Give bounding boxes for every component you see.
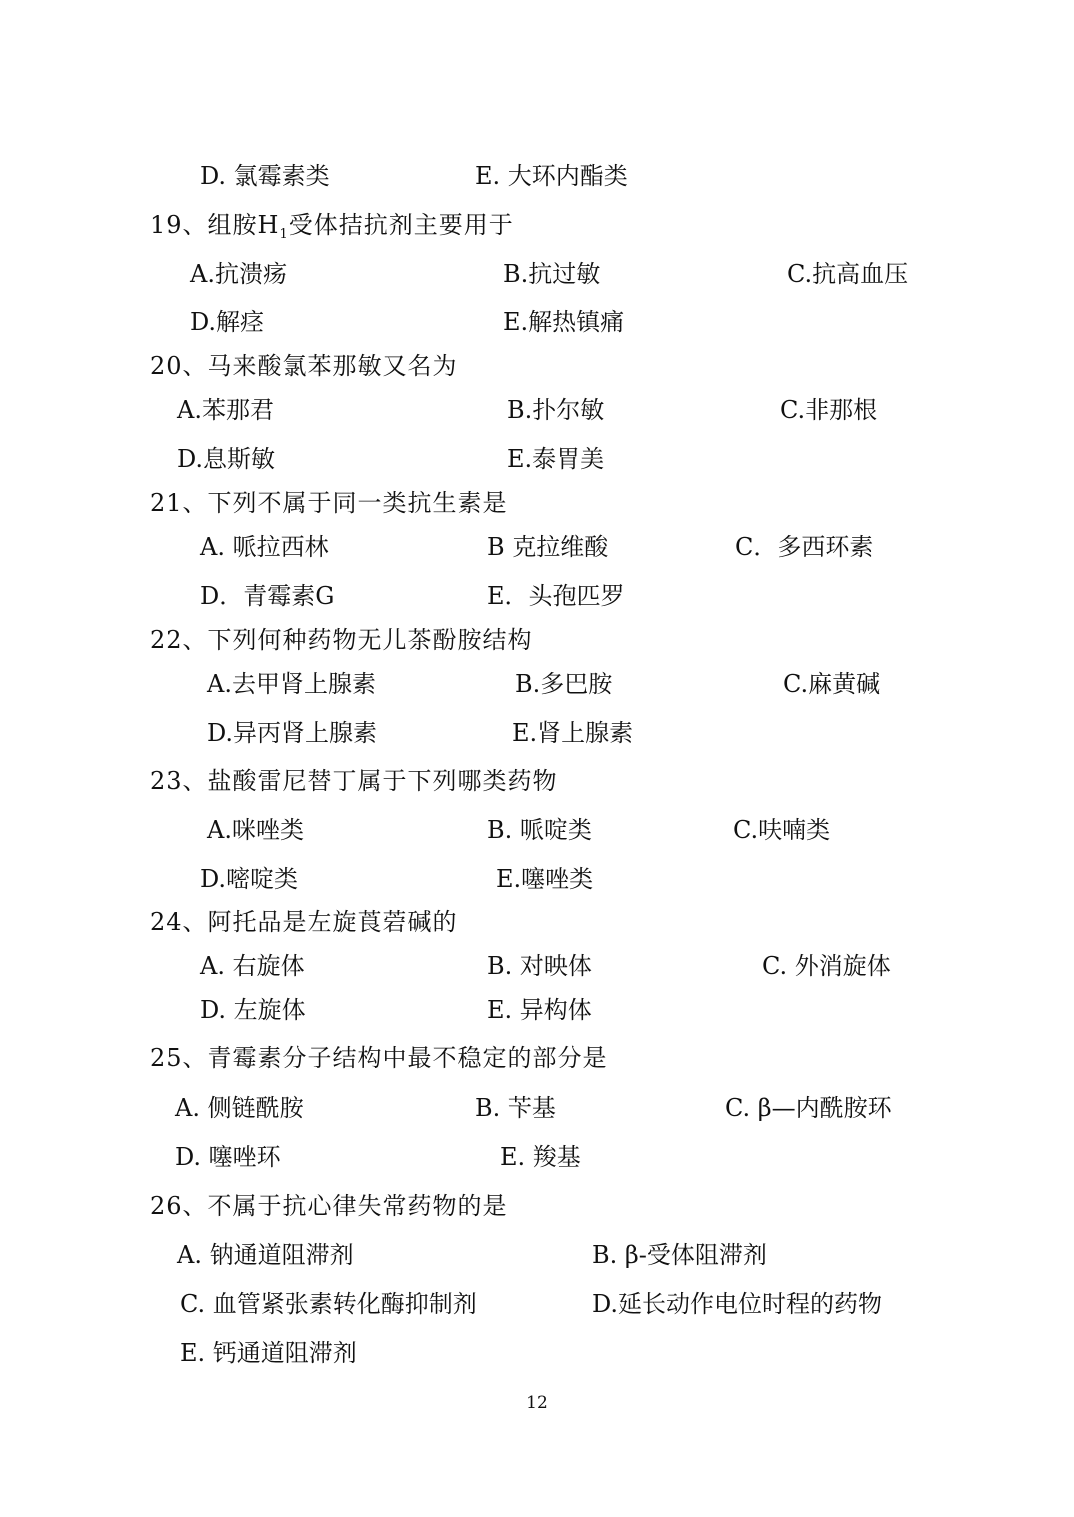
q26-option-b: B. β-受体阻滞剂 xyxy=(592,1241,767,1269)
q21-option-b: B 克拉维酸 xyxy=(487,533,609,561)
q24-option-e: E. 异构体 xyxy=(487,996,592,1024)
q19-option-a: A.抗溃疡 xyxy=(190,260,287,288)
q19-option-b: B.抗过敏 xyxy=(503,260,601,288)
q26-option-c: C. 血管紧张素转化酶抑制剂 xyxy=(180,1290,477,1318)
q25-option-b: B. 苄基 xyxy=(475,1094,556,1122)
q26-option-e: E. 钙通道阻滞剂 xyxy=(180,1339,357,1367)
q22-stem: 22、下列何种药物无儿茶酚胺结构 xyxy=(150,626,533,654)
q25-option-a: A. 侧链酰胺 xyxy=(175,1094,304,1122)
q26-stem: 26、不属于抗心律失常药物的是 xyxy=(150,1192,508,1220)
q23-option-a: A.咪唑类 xyxy=(207,816,304,844)
q20-option-b: B.扑尔敏 xyxy=(507,396,605,424)
q19-stem xyxy=(150,210,514,250)
q25-option-e: E. 羧基 xyxy=(500,1143,581,1171)
q23-option-b: B. 哌啶类 xyxy=(487,816,592,844)
q22-option-a: A.去甲肾上腺素 xyxy=(207,670,376,698)
q19-option-e: E.解热镇痛 xyxy=(503,308,625,336)
page-number: 12 xyxy=(526,1393,548,1413)
q21-stem: 21、下列不属于同一类抗生素是 xyxy=(150,489,508,517)
q21-option-c: C．多西环素 xyxy=(735,533,874,561)
q24-option-a: A. 右旋体 xyxy=(200,952,305,980)
q21-option-d: D．青霉素G xyxy=(200,582,335,610)
q19-stem-subscript: 1 xyxy=(279,227,289,242)
q21-option-a: A. 哌拉西林 xyxy=(200,533,329,561)
q24-stem: 24、阿托品是左旋莨菪碱的 xyxy=(150,908,458,936)
q24-option-d: D. 左旋体 xyxy=(200,996,306,1024)
q24-option-c: C. 外消旋体 xyxy=(762,952,891,980)
q20-option-d: D.息斯敏 xyxy=(177,445,276,473)
q19-option-c: C.抗高血压 xyxy=(787,260,909,288)
q20-option-e: E.泰胃美 xyxy=(507,445,605,473)
q23-option-d: D.嘧啶类 xyxy=(200,865,299,893)
q19-option-d: D.解痉 xyxy=(190,308,265,336)
q20-option-a: A.苯那君 xyxy=(177,396,274,424)
q26-option-d: D.延长动作电位时程的药物 xyxy=(592,1290,883,1318)
q18-option-d: D. 氯霉素类 xyxy=(200,162,330,190)
q25-stem: 25、青霉素分子结构中最不稳定的部分是 xyxy=(150,1044,608,1072)
q22-option-e: E.肾上腺素 xyxy=(512,719,634,747)
q20-stem: 20、马来酸氯苯那敏又名为 xyxy=(150,352,458,380)
q22-option-c: C.麻黄碱 xyxy=(783,670,881,698)
q20-option-c: C.非那根 xyxy=(780,396,878,424)
q19-stem-text: 19、组胺H xyxy=(150,211,280,239)
q25-option-d: D. 噻唑环 xyxy=(175,1143,281,1171)
q22-option-b: B.多巴胺 xyxy=(515,670,613,698)
q22-option-d: D.异丙肾上腺素 xyxy=(207,719,378,747)
q23-option-c: C.呋喃类 xyxy=(733,816,831,844)
q26-option-a: A. 钠通道阻滞剂 xyxy=(177,1241,354,1269)
q18-option-e: E. 大环内酯类 xyxy=(475,162,628,190)
q21-option-e: E．头孢匹罗 xyxy=(487,582,625,610)
q23-option-e: E.噻唑类 xyxy=(496,865,594,893)
q19-stem-text-2: 受体拮抗剂主要用于 xyxy=(288,211,514,239)
q25-option-c: C. β—内酰胺环 xyxy=(725,1094,892,1122)
q23-stem: 23、盐酸雷尼替丁属于下列哪类药物 xyxy=(150,767,558,795)
q24-option-b: B. 对映体 xyxy=(487,952,592,980)
